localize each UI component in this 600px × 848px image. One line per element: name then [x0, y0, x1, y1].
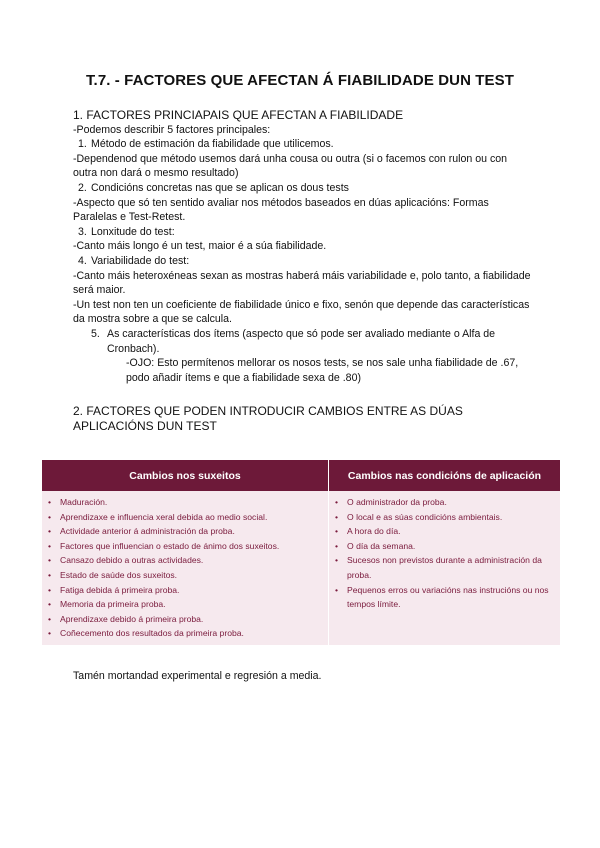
list-item: • O administrador da proba. — [329, 495, 550, 510]
list-item: • Cansazo debido a outras actividades. — [42, 553, 328, 568]
changes-table — [42, 460, 560, 645]
table-column-conditions — [329, 491, 560, 645]
section-2-heading: 2. FACTORES QUE PODEN INTRODUCIR CAMBIOS ENTRE AS DÚAS APLICACIÓNS DUN TEST — [73, 404, 463, 433]
factor-5-note: -OJO: Esto permítenos mellorar os nosos tests, se nos sale unha fiabilidade de .67, podo añadir ítems e que a fiabilidade sexa de .80) — [126, 357, 519, 384]
factor-4-text-1: -Canto máis heteroxéneas sexan as mostras haberá máis variabilidade e, polo tanto, a fiabilidade será maior. — [73, 269, 531, 297]
factor-4 — [73, 254, 533, 269]
list-item: • Estado de saúde dos suxeitos. — [42, 568, 328, 583]
table-header-conditions: Cambios nas condicións de aplicación — [329, 460, 560, 491]
list-item: • Fatiga debida á primeira proba. — [42, 583, 328, 598]
subjects-list — [42, 495, 328, 641]
factor-2 — [73, 181, 533, 196]
list-item: • O local e as súas condicións ambientais. — [329, 510, 550, 525]
page-title: T.7. - FACTORES QUE AFECTAN Á FIABILIDADE DUN TEST — [85, 72, 515, 89]
list-item: • Pequenos erros ou variacións nas instrucións ou nos tempos límite. — [329, 583, 550, 612]
factor-4-text-2: -Un test non ten un coeficiente de fiabilidade único e fixo, senón que depende das características da mostra sobre a que se calcula. — [73, 298, 530, 326]
factor-1-label: Método de estimación da fiabilidade que utilicemos. — [91, 138, 334, 151]
conditions-list — [329, 495, 550, 612]
list-item: • Aprendizaxe debido á primeira proba. — [42, 612, 328, 627]
factor-4-label: Variabilidade do test: — [91, 254, 190, 267]
factor-2-label: Condicións concretas nas que se aplican os dous tests — [91, 181, 349, 194]
list-item: • Maduración. — [42, 495, 328, 510]
factor-1-number: 1. — [78, 138, 87, 151]
factor-5-label: As características dos ítems (aspecto que só pode ser avaliado mediante o Alfa de Cronbach). — [107, 327, 496, 355]
factor-5 — [73, 327, 533, 356]
factor-3-number: 3. — [78, 225, 87, 238]
factor-4-number: 4. — [78, 254, 87, 267]
list-item: • Factores que influencian o estado de ánimo dos suxeitos. — [42, 539, 328, 554]
factor-3-label: Lonxitude do test: — [91, 225, 175, 238]
list-item: • Sucesos non previstos durante a administración da proba. — [329, 553, 550, 582]
section-1 — [73, 108, 533, 385]
section-1-heading: 1. FACTORES PRINCIAPAIS QUE AFECTAN A FIABILIDADE — [73, 108, 404, 122]
list-item: • Aprendizaxe e influencia xeral debida ao medio social. — [42, 510, 328, 525]
factor-1 — [73, 137, 533, 152]
list-item: • A hora do día. — [329, 524, 550, 539]
list-item: • O día da semana. — [329, 539, 550, 554]
factor-1-text: -Dependenod que método usemos dará unha cousa ou outra (si o facemos con rulon ou con outra non dará o mesmo resultado) — [73, 152, 508, 180]
section-1-intro: -Podemos describir 5 factores principales: — [73, 123, 271, 136]
table-header-subjects: Cambios nos suxeitos — [42, 460, 328, 491]
factor-3-text: -Canto máis longo é un test, maior é a súa fiabilidade. — [73, 240, 327, 253]
list-item: • Coñecemento dos resultados da primeira proba. — [42, 626, 328, 641]
footer-note: Tamén mortandad experimental e regresión a media. — [73, 670, 322, 682]
list-item: • Actividade anterior á administración da proba. — [42, 524, 328, 539]
factor-3 — [73, 225, 533, 240]
factor-5-number: 5. — [91, 327, 100, 340]
table-divider — [328, 460, 329, 645]
table-column-subjects — [42, 491, 328, 645]
factor-2-text: -Aspecto que só ten sentido avaliar nos métodos baseados en dúas aplicacións: Formas Paralelas e Test-Retest. — [73, 196, 489, 224]
list-item: • Memoria da primeira proba. — [42, 597, 328, 612]
factor-2-number: 2. — [78, 181, 87, 194]
